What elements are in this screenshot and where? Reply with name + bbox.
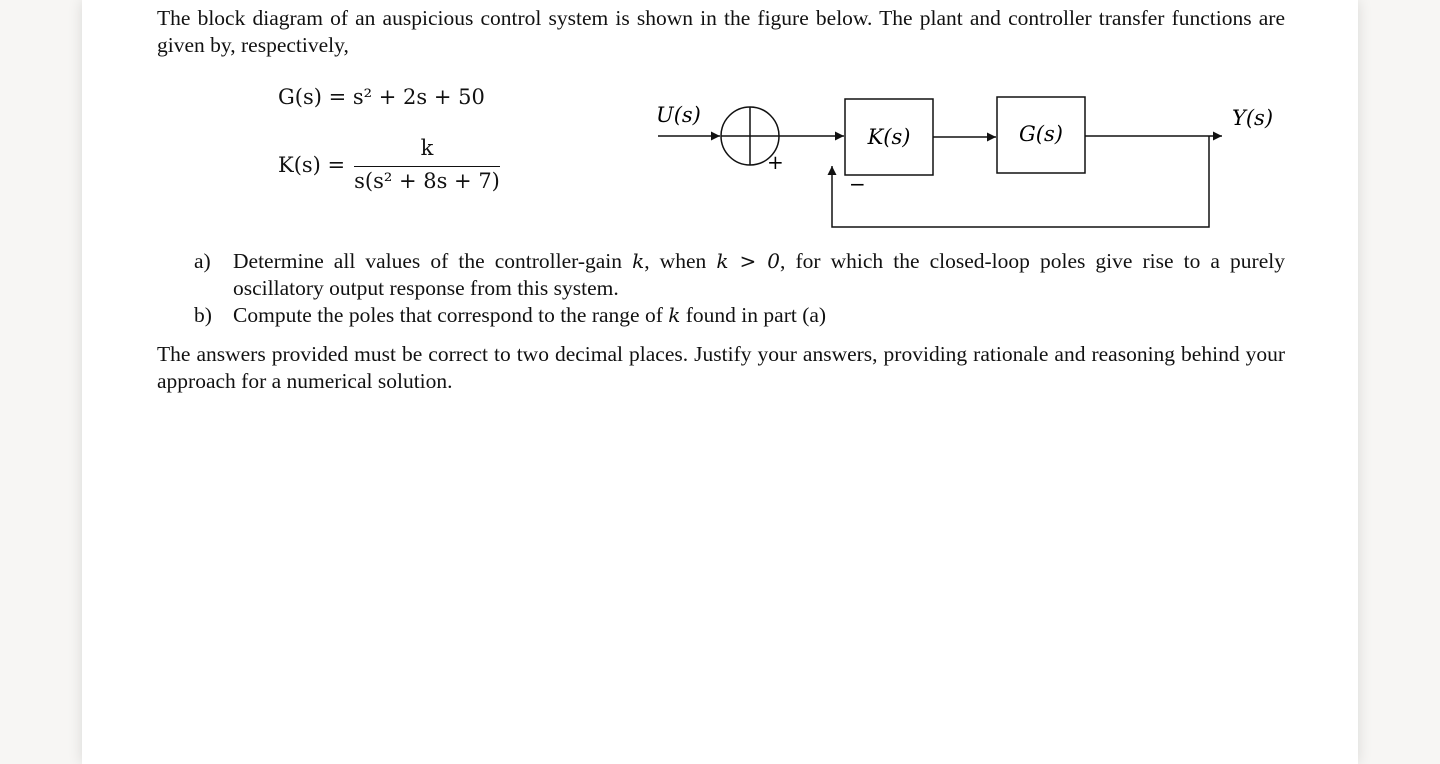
- question-a: [194, 248, 1285, 302]
- controller-equation-lhs: K(s) =: [278, 153, 346, 177]
- math-inequality: k > 0: [716, 249, 781, 273]
- fraction-numerator: k: [420, 136, 434, 160]
- closing-paragraph: The answers provided must be correct to two decimal places. Justify your answers, providing rationale and reasoning behind your approach for a numerical solution.: [157, 342, 1285, 393]
- document-page: [82, 0, 1358, 764]
- output-label: Y(s): [1232, 106, 1274, 130]
- fraction-denominator: s(s² + 8s + 7): [354, 169, 500, 193]
- question-text: , for which the closed-loop poles give rise to a purely oscillatory output response from this system.: [233, 249, 1285, 300]
- question-text: Determine all values of the controller-gain: [233, 249, 633, 273]
- controller-block-label: K(s): [867, 125, 911, 149]
- question-text: Compute the poles that correspond to the range of: [233, 303, 669, 327]
- plus-sign: +: [767, 150, 784, 174]
- plant-block-label: G(s): [1019, 122, 1063, 146]
- plant-equation: G(s) = s² + 2s + 50: [278, 85, 485, 109]
- minus-sign: −: [849, 172, 866, 196]
- intro-paragraph: The block diagram of an auspicious control system is shown in the figure below. The plant and controller transfer functions are given by, respectively,: [157, 6, 1285, 57]
- math-variable: k: [668, 303, 681, 327]
- math-variable: k: [632, 249, 645, 273]
- question-text: found in part (a): [680, 303, 827, 327]
- question-marker: a): [194, 249, 211, 273]
- input-label: U(s): [656, 103, 701, 127]
- question-b: [194, 302, 1285, 329]
- question-text: , when: [644, 249, 717, 273]
- question-list: [194, 248, 1285, 329]
- question-marker: b): [194, 303, 212, 327]
- block-diagram: [642, 88, 1274, 238]
- controller-equation-fraction: [354, 134, 500, 195]
